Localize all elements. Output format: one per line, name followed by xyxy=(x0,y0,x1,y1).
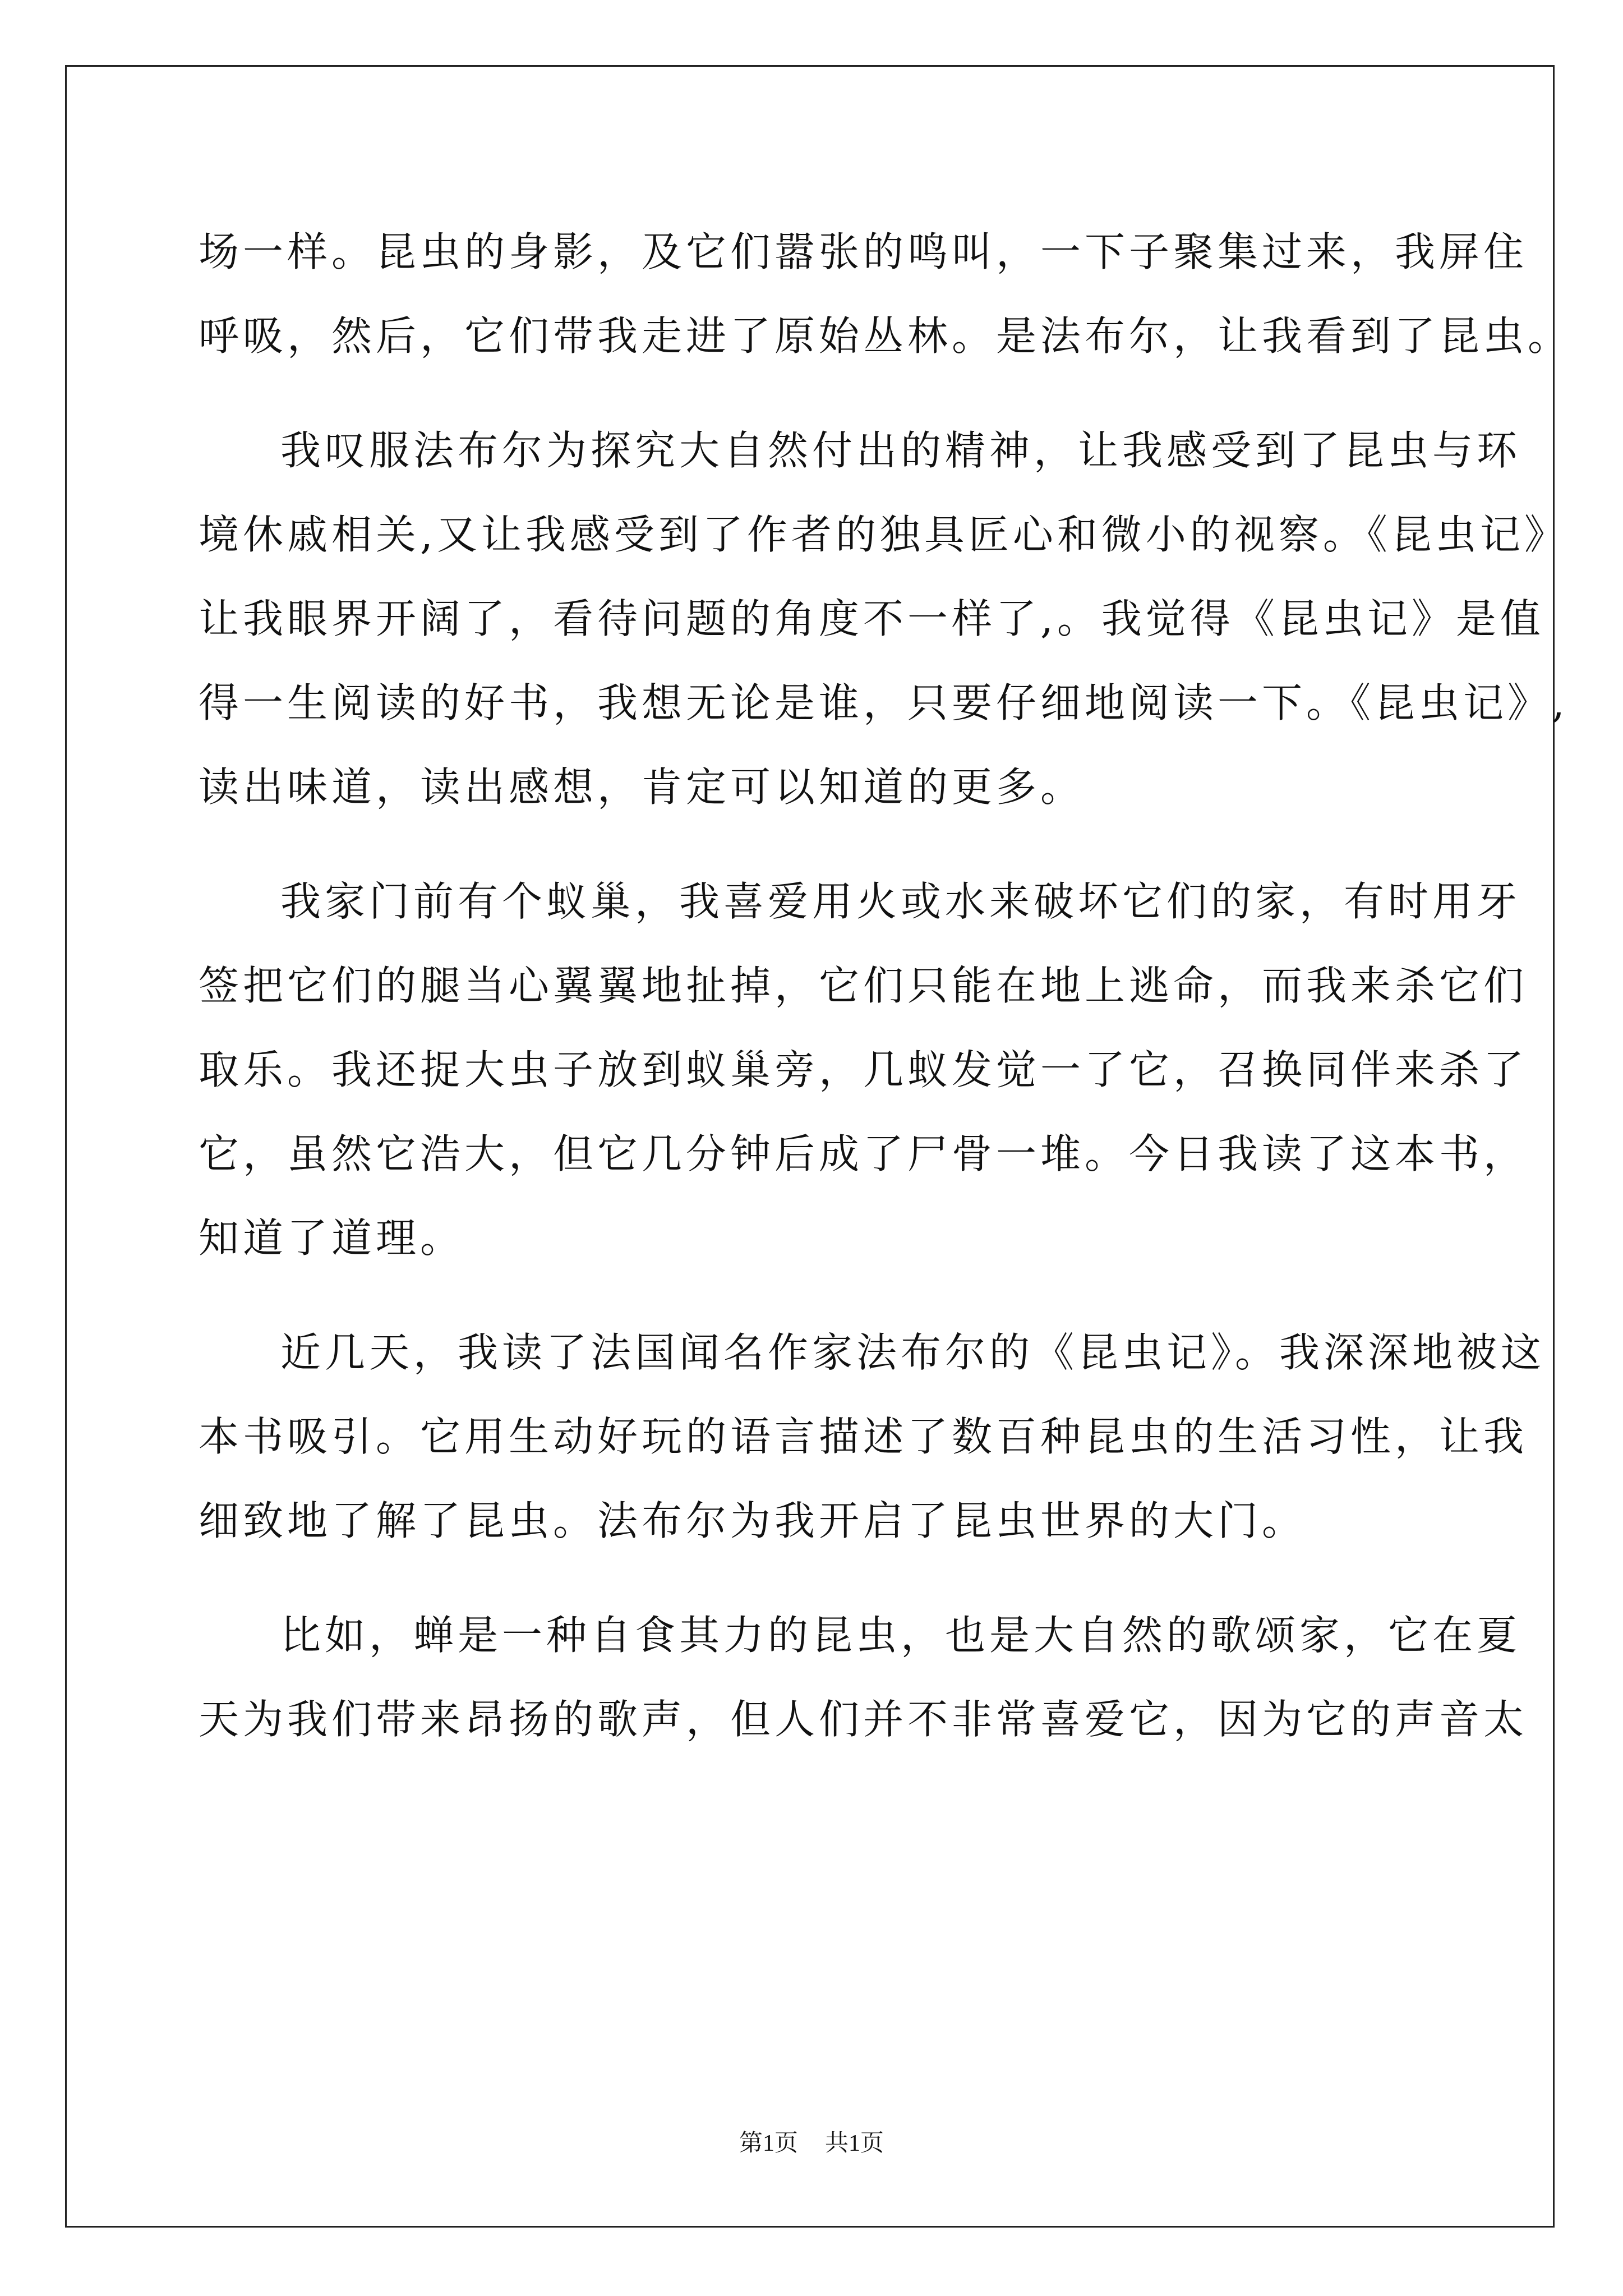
paragraph xyxy=(199,408,1569,829)
paragraph xyxy=(199,1310,1546,1563)
text-line: 签把它们的腿当心翼翼地扯掉，它们只能在地上逃命，而我来杀它们 xyxy=(199,962,1528,1009)
paragraph xyxy=(199,1593,1528,1761)
text-line: 境休戚相关,又让我感受到了作者的独具匠心和微小的视察。《昆虫记》 xyxy=(199,511,1569,558)
text-line: 比如，蝉是一种自食其力的昆虫，也是大自然的歌颂家，它在夏 xyxy=(280,1612,1521,1659)
text-line: 呼吸，然后，它们带我走进了原始丛林。是法布尔，让我看到了昆虫。 xyxy=(199,312,1573,360)
text-line: 近几天，我读了法国闻名作家法布尔的《昆虫记》。我深深地被这 xyxy=(280,1329,1546,1376)
page-total: 共1页 xyxy=(825,2131,884,2156)
text-line: 天为我们带来昂扬的歌声，但人们并不非常喜爱它，因为它的声音太 xyxy=(199,1696,1528,1743)
page-footer xyxy=(0,2127,1623,2160)
text-line: 场一样。昆虫的身影，及它们嚣张的鸣叫，一下子聚集过来，我屏住 xyxy=(199,228,1528,275)
text-line: 取乐。我还捉大虫子放到蚁巢旁，几蚁发觉一了它，召换同伴来杀了 xyxy=(199,1046,1528,1093)
text-line: 它，虽然它浩大，但它几分钟后成了尸骨一堆。今日我读了这本书， xyxy=(199,1130,1528,1177)
text-line: 知道了道理。 xyxy=(199,1214,465,1262)
text-line: 让我眼界开阔了，看待问题的角度不一样了,。我觉得《昆虫记》是值 xyxy=(199,595,1544,642)
text-line: 得一生阅读的好书，我想无论是谁，只要仔细地阅读一下。《昆虫记》, xyxy=(199,679,1569,726)
text-line: 我叹服法布尔为探究大自然付出的精神，让我感受到了昆虫与环 xyxy=(280,427,1521,474)
paragraph xyxy=(199,859,1528,1280)
text-line: 读出味道，读出感想，肯定可以知道的更多。 xyxy=(199,763,1085,811)
document-body xyxy=(199,210,1573,1761)
text-line: 我家门前有个蚁巢，我喜爱用火或水来破坏它们的家，有时用牙 xyxy=(280,878,1521,925)
text-line: 细致地了解了昆虫。法布尔为我开启了昆虫世界的大门。 xyxy=(199,1497,1307,1544)
paragraph xyxy=(199,210,1573,378)
text-line: 本书吸引。它用生动好玩的语言描述了数百种昆虫的生活习性，让我 xyxy=(199,1413,1528,1460)
page-number: 第1页 xyxy=(739,2131,798,2156)
